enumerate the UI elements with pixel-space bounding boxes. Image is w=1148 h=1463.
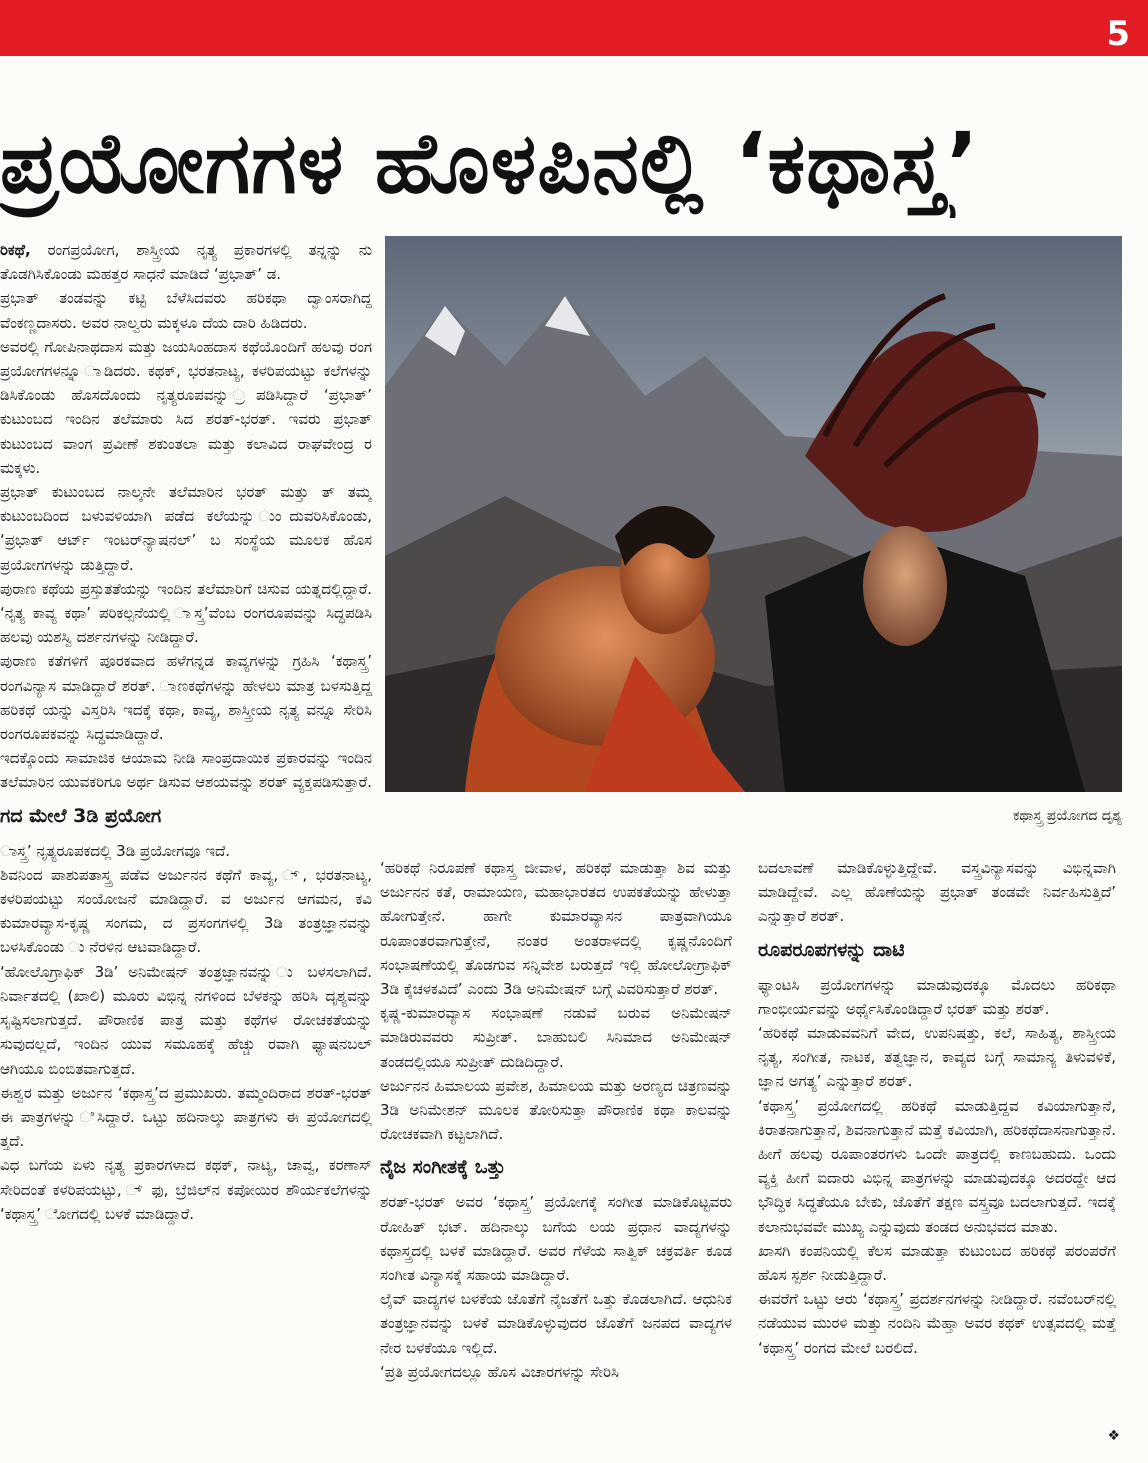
paragraph: ಪುರಾಣ ಕಥೆಯ ಪ್ರಸ್ತುತತೆಯನ್ನು ಇಂದಿನ ತಲೆಮಾರಿಗೆ ಚಿಸುವ ಯತ್ನದಲ್ಲಿದ್ದಾರೆ. ‘ನೃತ್ಯ ಕಾವ್ಯ ಕಥಾ’ ಪರಿಕಲ್ಪನೆಯಲ್ಲಿ ಾಸ್ತ್ರ’ವೆಂಬ ರಂಗರೂಪವನ್ನು ಸಿದ್ಧಪಡಿಸಿ ಹಲವು ಯಶಸ್ವಿ ದರ್ಶನಗಳನ್ನು ನೀಡಿದ್ದಾರೆ.	[0, 579, 372, 647]
paragraph: ಪ್ರಭಾತ್ ತಂಡವನ್ನು ಕಟ್ಟಿ ಬೆಳೆಸಿದವರು ಹರಿಕಥಾ ದ್ವಾಂಸರಾಗಿದ್ದ ವೆಂಕಣ್ಣದಾಸರು. ಅವರ ನಾಲ್ವರು ಮಕ್ಕಳೂ ದೆಯ ದಾರಿ ಹಿಡಿದರು.	[0, 289, 372, 332]
paragraph: ‘ಕಥಾಸ್ತ್ರ’ ಪ್ರಯೋಗದಲ್ಲಿ ಹರಿಕಥೆ ಮಾಡುತ್ತಿದ್ದವ ಕವಿಯಾಗುತ್ತಾನೆ, ಕಿರಾತನಾಗುತ್ತಾನೆ, ಶಿವನಾಗುತ್ತಾನೆ ಮತ್ತೆ ಕವಿಯಾಗಿ, ಹರಿಕಥೆದಾಸನಾಗುತ್ತಾನೆ. ಹೀಗೆ ಹಲವು ರೂಪಾಂತರಗಳು ಒಂದೇ ಪಾತ್ರದಲ್ಲಿ ಕಾಣಬಹುದು. ಒಂದು ವ್ಯಕ್ತಿ ಹೀಗೆ ಐದಾರು ವಿಭಿನ್ನ ಪಾತ್ರಗಳನ್ನು ಮಾಡುವುದಕ್ಕೂ ಅದರದ್ದೇ ಆದ ಭೌದ್ಧಿಕ ಸಿದ್ಧತೆಯೂ ಬೇಕು, ಜೊತೆಗೆ ತಕ್ಷಣ ವಸ್ತ್ರವೂ ಬದಲಾಗುತ್ತದೆ. ಇದಕ್ಕೆ ಕಲಾನುಭವವೇ ಮುಖ್ಯ ಎನ್ನುವುದು ತಂಡದ ಅನುಭವದ ಮಾತು.	[758, 1096, 1116, 1236]
page-number: 5	[1106, 14, 1130, 54]
paragraph: ಫ್ಯಾಂಟಸಿ ಪ್ರಯೋಗಗಳನ್ನು ಮಾಡುವುದಕ್ಕೂ ಮೊದಲು ಹರಿಕಥಾ ಗಾಂಭೀರ್ಯವನ್ನು ಅರ್ಥೈಸಿಕೊಂಡಿದ್ದಾರೆ ಭರತ್ ಮತ್ತು ಶರತ್.	[758, 975, 1116, 1018]
end-mark-icon: ❖	[1107, 1428, 1120, 1444]
paragraph-text: ರಂಗಪ್ರಯೋಗ, ಶಾಸ್ತ್ರೀಯ ನೃತ್ಯ ಪ್ರಕಾರಗಳಲ್ಲಿ ತನ್ನನ್ನು ನು ತೊಡಗಿಸಿಕೊಂಡು ಮಹತ್ತರ ಸಾಧನೆ ಮಾಡಿದೆ ‘ಪ್ರಭಾತ್’ ಡ.	[0, 241, 372, 284]
column-middle	[380, 856, 732, 1456]
paragraph: ಾಸ್ತ್ರ’ ನೃತ್ಯರೂಪಕದಲ್ಲಿ 3ಡಿ ಪ್ರಯೋಗವೂ ಇದೆ.	[0, 841, 231, 860]
paragraph: ಅವರಲ್ಲಿ ಗೋಪಿನಾಥದಾಸ ಮತ್ತು ಜಯಸಿಂಹದಾಸ ಕಥೆಯೊಂದಿಗೆ ಹಲವು ರಂಗ ಪ್ರಯೋಗಗಳನ್ನೂ ಾಡಿದರು. ಕಥಕ್, ಭರತನಾಟ್ಯ, ಕಳರಿಪಯಟ್ಟು ಕಲೆಗಳನ್ನು ಡಿಸಿಕೊಂಡು ಹೊಸದೊಂದು ನೃತ್ಯರೂಪವನ್ನು ್ರಪಡಿಸಿದ್ದಾರೆ ‘ಪ್ರಭಾತ್’ ಕುಟುಂಬದ ಇಂದಿನ ತಲೆಮಾರು ಸಿದ ಶರತ್-ಭರತ್. ಇವರು ಪ್ರಭಾತ್ ಕುಟುಂಬದ ವಾಂಗ ಪ್ರವೀಣೆ ಶಕುಂತಲಾ ಮತ್ತು ಕಲಾವಿದ ರಾಘವೇಂದ್ರ ರ ಮಕ್ಕಳು.	[0, 337, 372, 477]
section-heading: ರೂಪರೂಪಗಳನ್ನು ದಾಟಿ	[758, 938, 905, 961]
column-left	[0, 238, 372, 1458]
paragraph: ‘ಹೋಲೊಗ್ರಾಫಿಕ್ 3ಡಿ’ ಅನಿಮೇಷನ್ ತಂತ್ರಜ್ಞಾನವನ್ನು ು ಬಳಸಲಾಗಿದೆ. ನಿರ್ವಾತದಲ್ಲಿ (ಖಾಲಿ) ಮೂರು ವಿಭಿನ್ನ ನಗಳಿಂದ ಬೆಳಕನ್ನು ಹರಿಸಿ ದೃಶ್ಯವನ್ನು ಸೃಷ್ಟಿಸಲಾಗುತ್ತದೆ. ಪೌರಾಣಿಕ ಪಾತ್ರ ಮತ್ತು ಕಥೆಗಳ ರೋಚಕತೆಯನ್ನು ಸುವುದಲ್ಲದೆ, ಇಂದಿನ ಯುವ ಸಮೂಹಕ್ಕೆ ಹೆಚ್ಚು ರವಾಗಿ ಫ್ಯಾಷನಬಲ್ ಆಗಿಯೂ ಬಿಂಬಿತವಾಗುತ್ತದೆ.	[0, 962, 372, 1078]
photo-illustration	[385, 236, 1122, 792]
paragraph: ಈವರೆಗೆ ಒಟ್ಟು ಆರು ‘ಕಥಾಸ್ತ್ರ’ ಪ್ರದರ್ಶನಗಳನ್ನು ನೀಡಿದ್ದಾರೆ. ನವೆಂಬರ್‌ನಲ್ಲಿ ನಡೆಯುವ ಮುರಳಿ ಮತ್ತು ನಂದಿನಿ ಮೆಹ್ತಾ ಅವರ ಕಥಕ್ ಉತ್ಸವದಲ್ಲಿ ಮತ್ತೆ ‘ಕಥಾಸ್ತ್ರ’ ರಂಗದ ಮೇಲೆ ಬರಲಿದೆ.	[758, 1290, 1116, 1357]
section-heading: ಗದ ಮೇಲೆ 3ಡಿ ಪ್ರಯೋಗ	[0, 804, 162, 827]
paragraph: ಬದಲಾವಣೆ ಮಾಡಿಕೊಳ್ಳುತ್ತಿದ್ದೇವೆ. ವಸ್ತ್ರವಿನ್ಯಾಸವನ್ನು ವಿಭಿನ್ನವಾಗಿ ಮಾಡಿದ್ದೇವೆ. ಎಲ್ಲ ಹೊಣೆಯನ್ನು ಪ್ರಭಾತ್ ತಂಡವೇ ನಿರ್ವಹಿಸುತ್ತಿದೆ’ ಎನ್ನುತ್ತಾರೆ ಶರತ್.	[758, 859, 1116, 926]
paragraph: ಈಶ್ವರ ಮತ್ತು ಅರ್ಜುನ ‘ಕಥಾಸ್ತ್ರ’ದ ಪ್ರಮುಖರು. ತಮ್ಮಂದಿರಾದ ಶರತ್-ಭರತ್ ಈ ಪಾತ್ರಗಳನ್ನು ಿಸಿದ್ದಾರೆ. ಒಟ್ಟು ಹದಿನಾಲ್ಕು ಪಾತ್ರಗಳು ಈ ಪ್ರಯೋಗದಲ್ಲಿ ತ್ತದೆ.	[0, 1083, 372, 1151]
paragraph: ವಿಧ ಬಗೆಯ ಏಳು ನೃತ್ಯ ಪ್ರಕಾರಗಳಾದ ಕಥಕ್, ನಾಟ್ಯ, ಚಾವ್ವ, ಕರಣಾಸ್ ಸೇರಿದಂತೆ ಕಳರಿಪಯಟ್ಟು, ್ ಫು, ಬ್ರೆಜಿಲ್‌ನ ಕಪೋಯಿರ ಶೌರ್ಯಕಲೆಗಳನ್ನು ‘ಕಥಾಸ್ತ್ರ’ ೋಗದಲ್ಲಿ ಬಳಕೆ ಮಾಡಿದ್ದಾರೆ.	[0, 1156, 372, 1223]
paragraph: ‘ಪ್ರತಿ ಪ್ರಯೋಗದಲ್ಲೂ ಹೊಸ ವಿಚಾರಗಳನ್ನು ಸೇರಿಸಿ	[380, 1362, 620, 1381]
paragraph: ‘ಹರಿಕಥೆ ನಿರೂಪಣೆ ಕಥಾಸ್ತ್ರ ಜೀವಾಳ, ಹರಿಕಥೆ ಮಾಡುತ್ತಾ ಶಿವ ಮತ್ತು ಅರ್ಜುನನ ಕತೆ, ರಾಮಾಯಣ, ಮಹಾಭಾರತದ ಉಪಕತೆಯನ್ನು ಹೇಳುತ್ತಾ ಹೋಗುತ್ತೇನೆ. ಹಾಗೇ ಕುಮಾರವ್ಯಾಸನ ಪಾತ್ರವಾಗಿಯೂ ರೂಪಾಂತರವಾಗುತ್ತೇನೆ, ನಂತರ ಅಂತರಾಳದಲ್ಲಿ ಕೃಷ್ಣನೊಂದಿಗೆ ಸಂಭಾಷಣೆಯಲ್ಲಿ ತೊಡಗುವ ಸನ್ನಿವೇಶ ಬರುತ್ತದೆ ಇಲ್ಲಿ ಹೋಲೋಗ್ರಾಫಿಕ್ 3ಡಿ ಕೈಚಳಕವಿದೆ’ ಎಂದು 3ಡಿ ಅನಿಮೇಷನ್ ಬಗ್ಗೆ ವಿವರಿಸುತ್ತಾರೆ ಶರತ್.	[380, 859, 732, 999]
lead-word: ರಿಕಥೆ,	[0, 241, 31, 259]
column-right	[758, 856, 1116, 1456]
paragraph: ಲೈವ್ ವಾದ್ಯಗಳ ಬಳಕೆಯ ಜೊತೆಗೆ ನೈಜತೆಗೆ ಒತ್ತು ಕೊಡಲಾಗಿದೆ. ಆಧುನಿಕ ತಂತ್ರಜ್ಞಾನವನ್ನು ಬಳಕೆ ಮಾಡಿಕೊಳ್ಳುವುದರ ಜೊತೆಗೆ ಜನಪದ ವಾದ್ಯಗಳ ನೇರ ಬಳಕೆಯೂ ಇಲ್ಲಿದೆ.	[380, 1290, 732, 1357]
paragraph: ಖಾಸಗಿ ಕಂಪನಿಯಲ್ಲಿ ಕೆಲಸ ಮಾಡುತ್ತಾ ಕುಟುಂಬದ ಹರಿಕಥೆ ಪರಂಪರೆಗೆ ಹೊಸ ಸ್ಪರ್ಶ ನೀಡುತ್ತಿದ್ದಾರೆ.	[758, 1241, 1116, 1285]
article-photo	[385, 236, 1122, 792]
paragraph: ಇದಕ್ಕೊಂದು ಸಾಮಾಜಿಕ ಆಯಾಮ ನೀಡಿ ಸಾಂಪ್ರದಾಯಿಕ ಪ್ರಕಾರವನ್ನು ಇಂದಿನ ತಲೆಮಾರಿನ ಯುವಕರಿಗೂ ಅರ್ಥ ಡಿಸುವ ಆಶಯವನ್ನು ಶರತ್ ವ್ಯಕ್ತಪಡಿಸುತ್ತಾರೆ.	[0, 749, 372, 792]
paragraph: ಕೃಷ್ಣ-ಕುಮಾರವ್ಯಾಸ ಸಂಭಾಷಣೆ ನಡುವೆ ಬರುವ ಅನಿಮೇಷನ್ ಮಾಡಿರುವವರು ಸುಪ್ರೀತ್. ಬಾಹುಬಲಿ ಸಿನಿಮಾದ ಅನಿಮೇಷನ್ ತಂಡದಲ್ಲಿಯೂ ಸುಪ್ರೀತ್ ದುಡಿದಿದ್ದಾರೆ.	[380, 1004, 732, 1071]
paragraph: ಪ್ರಭಾತ್ ಕುಟುಂಬದ ನಾಲ್ಕನೇ ತಲೆಮಾರಿನ ಭರತ್ ಮತ್ತು ತ್ ತಮ್ಮ ಕುಟುಂಬದಿಂದ ಬಳುವಳಿಯಾಗಿ ಪಡೆದ ಕಲೆಯನ್ನು ುಂದುವರಿಸಿಕೊಂಡು, ‘ಪ್ರಭಾತ್ ಆರ್ಟ್ ಇಂಟರ್‌ನ್ಯಾಷನಲ್’ ಬ ಸಂಸ್ಥೆಯ ಮೂಲಕ ಹೊಸ ಪ್ರಯೋಗಗಳನ್ನು ಡುತ್ತಿದ್ದಾರೆ.	[0, 483, 372, 574]
headline: ಪ್ರಯೋಗಗಳ ಹೊಳಪಿನಲ್ಲಿ ‘ಕಥಾಸ್ತ್ರ’	[0, 114, 980, 212]
photo-caption: ಕಥಾಸ್ತ್ರ ಪ್ರಯೋಗದ ದೃಶ್ಯ	[1013, 808, 1122, 824]
paragraph: ಶರತ್-ಭರತ್ ಅವರ ‘ಕಥಾಸ್ತ್ರ’ ಪ್ರಯೋಗಕ್ಕೆ ಸಂಗೀತ ಮಾಡಿಕೊಟ್ಟವರು ರೋಹಿತ್ ಭಟ್. ಹದಿನಾಲ್ಕು ಬಗೆಯ ಲಯ ಪ್ರಧಾನ ವಾದ್ಯಗಳನ್ನು ಕಥಾಸ್ತ್ರದಲ್ಲಿ ಬಳಕೆ ಮಾಡಿದ್ದಾರೆ. ಅವರ ಗೆಳೆಯ ಸಾತ್ವಿಕ್ ಚಕ್ರವರ್ತಿ ಕೂಡ ಸಂಗೀತ ವಿನ್ಯಾಸಕ್ಕೆ ಸಹಾಯ ಮಾಡಿದ್ದಾರೆ.	[380, 1193, 732, 1285]
paragraph	[0, 238, 372, 286]
paragraph: ‘ಹರಿಕಥೆ ಮಾಡುವವನಿಗೆ ವೇದ, ಉಪನಿಷತ್ತು, ಕಲೆ, ಸಾಹಿತ್ಯ, ಶಾಸ್ತ್ರೀಯ ನೃತ್ಯ, ಸಂಗೀತ, ನಾಟಕ, ತತ್ವಜ್ಞಾನ, ಕಾವ್ಯದ ಬಗ್ಗೆ ಸಾಮಾನ್ಯ ತಿಳುವಳಿಕೆ, ಜ್ಞಾನ ಅಗತ್ಯ’ ಎನ್ನುತ್ತಾರೆ ಶರತ್.	[758, 1024, 1116, 1091]
section-heading: ನೈಜ ಸಂಗೀತಕ್ಕೆ ಒತ್ತು	[380, 1156, 506, 1179]
page-header-band	[0, 0, 1148, 56]
paragraph: ಶಿವನಿಂದ ಪಾಶುಪತಾಸ್ತ್ರ ಪಡೆವ ಅರ್ಜುನನ ಕಥೆಗೆ ಕಾವ್ಯ, ್, ಭರತನಾಟ್ಯ, ಕಳರಿಪಯಟ್ಟು ಸಂಯೋಜನೆ ಮಾಡಿದ್ದಾರೆ. ವ ಅರ್ಜುನ ಆಗಮನ, ಕವಿ ಕುಮಾರವ್ಯಾಸ-ಕೃಷ್ಣ ಸಂಗಮ, ದ ಪ್ರಸಂಗಗಳಲ್ಲಿ 3ಡಿ ತಂತ್ರಜ್ಞಾನವನ್ನು ಬಳಸಿಕೊಂಡು ು ನೆರಳಿನ ಆಟವಾಡಿದ್ದಾರೆ.	[0, 865, 372, 957]
paragraph: ಅರ್ಜುನನ ಹಿಮಾಲಯ ಪ್ರವೇಶ, ಹಿಮಾಲಯ ಮತ್ತು ಅರಣ್ಯದ ಚಿತ್ರಣವನ್ನು 3ಡಿ ಅನಿಮೇಶನ್ ಮೂಲಕ ತೋರಿಸುತ್ತಾ ಪೌರಾಣಿಕ ಕಥಾ ಕಾಲವನ್ನು ರೋಚಕವಾಗಿ ಕಟ್ಟಲಾಗಿದೆ.	[380, 1076, 732, 1144]
paragraph: ಪುರಾಣ ಕತೆಗಳಿಗೆ ಪೂರಕವಾದ ಹಳೆಗನ್ನಡ ಕಾವ್ಯಗಳನ್ನು ಗ್ರಹಿಸಿ ‘ಕಥಾಸ್ತ್ರ’ ರಂಗವಿನ್ಯಾಸ ಮಾಡಿದ್ದಾರೆ ಶರತ್. ಾಣಕಥೆಗಳನ್ನು ಹೇಳಲು ಮಾತ್ರ ಬಳಸುತ್ತಿದ್ದ ಹರಿಕಥೆ ಯನ್ನು ವಿಸ್ತರಿಸಿ ಇದಕ್ಕೆ ಕಥಾ, ಕಾವ್ಯ, ಶಾಸ್ತ್ರೀಯ ನೃತ್ಯ ವನ್ನೂ ಸೇರಿಸಿ ರಂಗರೂಪಕವನ್ನು ಸಿದ್ಧಮಾಡಿದ್ದಾರೆ.	[0, 652, 372, 744]
